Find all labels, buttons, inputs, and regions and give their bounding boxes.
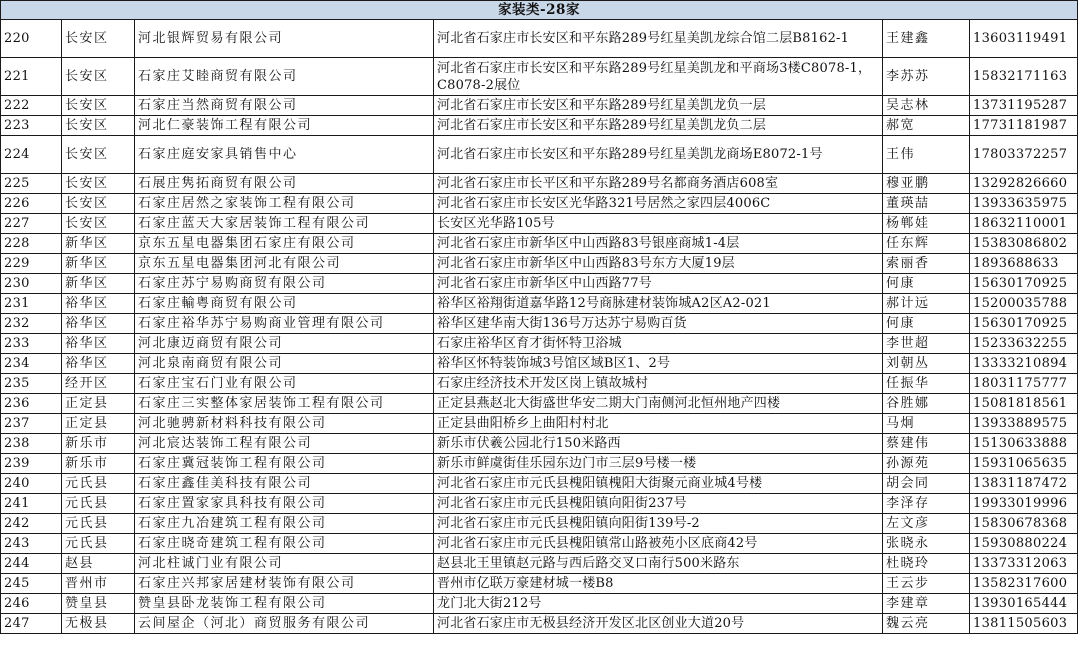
address-cell: 新乐市鲜虞街佳乐园东边门市三层9号楼一楼 [434,454,883,474]
district-cell: 元氏县 [62,494,135,514]
address-cell: 河北省石家庄市新华区中山西路77号 [434,274,883,294]
table-row [1,434,1078,454]
address-cell: 正定县燕赵北大街盛世华安二期大门南侧河北恒州地产四楼 [434,394,883,414]
contact-cell: 蔡建伟 [883,434,970,454]
phone-cell: 15832171163 [970,58,1078,96]
company-cell: 石家庄蓝天大家居装饰工程有限公司 [135,214,434,234]
company-cell: 石家庄九冶建筑工程有限公司 [135,514,434,534]
company-cell: 石家庄置家家具科技有限公司 [135,494,434,514]
phone-cell: 15200035788 [970,294,1078,314]
phone-cell: 13333210894 [970,354,1078,374]
company-cell: 石家庄裕华苏宁易购商业管理有限公司 [135,314,434,334]
row-number: 233 [1,334,62,354]
table-row [1,414,1078,434]
contact-cell: 郝宽 [883,116,970,136]
table-row [1,174,1078,194]
table-row [1,136,1078,174]
row-number: 246 [1,594,62,614]
contact-cell: 李泽存 [883,494,970,514]
table-row [1,514,1078,534]
contact-cell: 杜晓玲 [883,554,970,574]
district-cell: 新乐市 [62,454,135,474]
address-cell: 河北省石家庄市元氏县槐阳镇槐阳大街聚元商业城4号楼 [434,474,883,494]
contact-cell: 谷胜娜 [883,394,970,414]
phone-cell: 13292826660 [970,174,1078,194]
address-cell: 河北省石家庄市新华区中山西路83号银座商城1-4层 [434,234,883,254]
district-cell: 长安区 [62,194,135,214]
address-cell: 河北省石家庄市新华区中山西路83号东方大厦19层 [434,254,883,274]
table-row [1,494,1078,514]
district-cell: 裕华区 [62,314,135,334]
phone-cell: 15233632255 [970,334,1078,354]
address-cell: 裕华区怀特装饰城3号馆区域B区1、2号 [434,354,883,374]
company-cell: 石家庄居然之家装饰工程有限公司 [135,194,434,214]
row-number: 245 [1,574,62,594]
company-cell: 云间屋企（河北）商贸服务有限公司 [135,614,434,634]
row-number: 234 [1,354,62,374]
address-cell: 河北省石家庄市长平区和平东路289号名都商务酒店608室 [434,174,883,194]
contact-cell: 孙源苑 [883,454,970,474]
row-number: 227 [1,214,62,234]
phone-cell: 15130633888 [970,434,1078,454]
phone-cell: 15383086802 [970,234,1078,254]
company-cell: 石家庄宝石门业有限公司 [135,374,434,394]
contact-cell: 郝计远 [883,294,970,314]
company-cell: 河北柱诚门业有限公司 [135,554,434,574]
company-cell: 石家庄苏宁易购商贸有限公司 [135,274,434,294]
row-number: 235 [1,374,62,394]
row-number: 243 [1,534,62,554]
district-cell: 无极县 [62,614,135,634]
phone-cell: 18632110001 [970,214,1078,234]
row-number: 241 [1,494,62,514]
company-cell: 河北宸达装饰工程有限公司 [135,434,434,454]
district-cell: 长安区 [62,96,135,116]
row-number: 232 [1,314,62,334]
address-cell: 河北省石家庄市长安区和平东路289号红星美凯龙和平商场3楼C8078-1，C8078-2展位 [434,58,883,96]
table-row [1,116,1078,136]
contact-cell: 穆亚鹏 [883,174,970,194]
row-number: 220 [1,20,62,58]
address-cell: 新乐市伏羲公园北行150米路西 [434,434,883,454]
district-cell: 经开区 [62,374,135,394]
table-row [1,314,1078,334]
contact-cell: 董瑛喆 [883,194,970,214]
table-row [1,554,1078,574]
table-body [1,20,1078,634]
address-cell: 河北省石家庄市长安区光华路321号居然之家四层4006C [434,194,883,214]
table-row [1,454,1078,474]
row-number: 229 [1,254,62,274]
table-row [1,274,1078,294]
district-cell: 新华区 [62,254,135,274]
company-cell: 京东五星电器集团河北有限公司 [135,254,434,274]
row-number: 237 [1,414,62,434]
company-cell: 河北康迈商贸有限公司 [135,334,434,354]
address-cell: 河北省石家庄市无极县经济开发区北区创业大道20号 [434,614,883,634]
company-cell: 河北泉南商贸有限公司 [135,354,434,374]
phone-cell: 13933635975 [970,194,1078,214]
address-cell: 河北省石家庄市元氏县槐阳镇向阳街139号-2 [434,514,883,534]
contact-cell: 杨郸娃 [883,214,970,234]
table-row [1,474,1078,494]
row-number: 239 [1,454,62,474]
table-row [1,234,1078,254]
table-row [1,594,1078,614]
company-cell: 石家庄晓奇建筑工程有限公司 [135,534,434,554]
district-cell: 裕华区 [62,294,135,314]
contact-cell: 任振华 [883,374,970,394]
row-number: 224 [1,136,62,174]
row-number: 247 [1,614,62,634]
company-cell: 赞皇县卧龙装饰工程有限公司 [135,594,434,614]
address-cell: 裕华区裕翔街道嘉华路12号商脉建材装饰城A2区A2-021 [434,294,883,314]
table-row [1,294,1078,314]
company-cell: 石家庄兴邦家居建材装饰有限公司 [135,574,434,594]
contact-cell: 王云步 [883,574,970,594]
table-row [1,354,1078,374]
phone-cell: 18031175777 [970,374,1078,394]
district-cell: 新华区 [62,234,135,254]
phone-cell: 13731195287 [970,96,1078,116]
contact-cell: 魏云亮 [883,614,970,634]
company-cell: 石家庄冀冠装饰工程有限公司 [135,454,434,474]
company-cell: 石家庄当然商贸有限公司 [135,96,434,116]
row-number: 228 [1,234,62,254]
address-cell: 河北省石家庄市长安区和平东路289号红星美凯龙综合馆二层B8162-1 [434,20,883,58]
table-row [1,58,1078,96]
table-row [1,20,1078,58]
contact-cell: 吴志林 [883,96,970,116]
company-cell: 石家庄鑫佳美科技有限公司 [135,474,434,494]
table-row [1,534,1078,554]
table-row [1,334,1078,354]
address-cell: 河北省石家庄市元氏县槐阳镇常山路被苑小区底商42号 [434,534,883,554]
company-cell: 河北仁豪装饰工程有限公司 [135,116,434,136]
phone-cell: 19933019996 [970,494,1078,514]
table-title: 家装类-28家 [1,1,1078,20]
district-cell: 长安区 [62,174,135,194]
address-cell: 晋州市亿联万豪建材城一楼B8 [434,574,883,594]
phone-cell: 13811505603 [970,614,1078,634]
district-cell: 新华区 [62,274,135,294]
district-cell: 裕华区 [62,354,135,374]
phone-cell: 17803372257 [970,136,1078,174]
phone-cell: 13582317600 [970,574,1078,594]
table-row [1,574,1078,594]
phone-cell: 13930165444 [970,594,1078,614]
company-cell: 石家庄艾睦商贸有限公司 [135,58,434,96]
address-cell: 龙门北大街212号 [434,594,883,614]
address-cell: 河北省石家庄市长安区和平东路289号红星美凯龙负二层 [434,116,883,136]
phone-cell: 15830678368 [970,514,1078,534]
table-row [1,254,1078,274]
district-cell: 长安区 [62,214,135,234]
district-cell: 赞皇县 [62,594,135,614]
phone-cell: 15931065635 [970,454,1078,474]
phone-cell: 15930880224 [970,534,1078,554]
row-number: 240 [1,474,62,494]
address-cell: 石家庄经济技术开发区岗上镇故城村 [434,374,883,394]
district-cell: 正定县 [62,394,135,414]
address-cell: 河北省石家庄市元氏县槐阳镇向阳街237号 [434,494,883,514]
phone-cell: 17731181987 [970,116,1078,136]
contact-cell: 王伟 [883,136,970,174]
phone-cell: 13373312063 [970,554,1078,574]
row-number: 242 [1,514,62,534]
address-cell: 赵县北王里镇赵元路与西后路交叉口南行500米路东 [434,554,883,574]
contact-cell: 胡会同 [883,474,970,494]
contact-cell: 索丽香 [883,254,970,274]
company-cell: 石家庄三实整体家居装饰工程有限公司 [135,394,434,414]
row-number: 222 [1,96,62,116]
address-cell: 长安区光华路105号 [434,214,883,234]
district-cell: 赵县 [62,554,135,574]
row-number: 236 [1,394,62,414]
contact-cell: 马炯 [883,414,970,434]
contact-cell: 李建章 [883,594,970,614]
contact-cell: 李世超 [883,334,970,354]
phone-cell: 13831187472 [970,474,1078,494]
company-cell: 石展庄隽拓商贸有限公司 [135,174,434,194]
table-row [1,214,1078,234]
contact-cell: 刘朝丛 [883,354,970,374]
district-cell: 长安区 [62,20,135,58]
contact-cell: 左文彦 [883,514,970,534]
contact-cell: 张晓永 [883,534,970,554]
company-cell: 石家庄庭安家具销售中心 [135,136,434,174]
district-cell: 长安区 [62,116,135,136]
table-row [1,96,1078,116]
contact-cell: 李苏苏 [883,58,970,96]
contact-cell: 王建鑫 [883,20,970,58]
phone-cell: 15081818561 [970,394,1078,414]
table-row [1,394,1078,414]
district-cell: 晋州市 [62,574,135,594]
row-number: 223 [1,116,62,136]
address-cell: 石家庄裕华区育才街怀特卫浴城 [434,334,883,354]
address-cell: 河北省石家庄市长安区和平东路289号红星美凯龙商场E8072-1号 [434,136,883,174]
row-number: 225 [1,174,62,194]
company-cell: 河北银辉贸易有限公司 [135,20,434,58]
row-number: 244 [1,554,62,574]
contact-cell: 何康 [883,314,970,334]
company-cell: 石家庄輸粤商贸有限公司 [135,294,434,314]
district-cell: 元氏县 [62,514,135,534]
address-cell: 河北省石家庄市长安区和平东路289号红星美凯龙负一层 [434,96,883,116]
district-cell: 长安区 [62,136,135,174]
row-number: 231 [1,294,62,314]
contact-cell: 何康 [883,274,970,294]
contact-cell: 任东辉 [883,234,970,254]
row-number: 226 [1,194,62,214]
district-cell: 长安区 [62,58,135,96]
phone-cell: 1893688633 [970,254,1078,274]
district-cell: 裕华区 [62,334,135,354]
district-cell: 正定县 [62,414,135,434]
company-cell: 京东五星电器集团石家庄有限公司 [135,234,434,254]
district-cell: 元氏县 [62,474,135,494]
phone-cell: 15630170925 [970,314,1078,334]
address-cell: 裕华区建华南大街136号万达苏宁易购百货 [434,314,883,334]
phone-cell: 13933889575 [970,414,1078,434]
table-row [1,194,1078,214]
table-row [1,614,1078,634]
row-number: 230 [1,274,62,294]
district-cell: 新乐市 [62,434,135,454]
district-cell: 元氏县 [62,534,135,554]
table-row [1,374,1078,394]
address-cell: 正定县曲阳桥乡上曲阳村村北 [434,414,883,434]
phone-cell: 15630170925 [970,274,1078,294]
company-cell: 河北驰骋新材料科技有限公司 [135,414,434,434]
row-number: 238 [1,434,62,454]
phone-cell: 13603119491 [970,20,1078,58]
row-number: 221 [1,58,62,96]
